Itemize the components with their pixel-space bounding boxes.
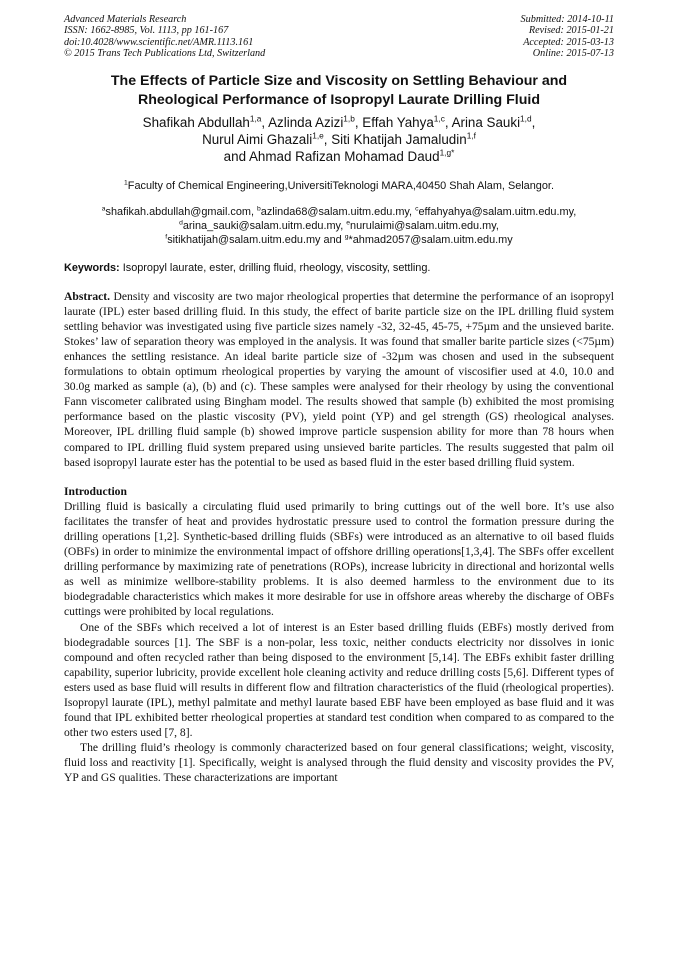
keywords-text: Isopropyl laurate, ester, drilling fluid, rheology, viscosity, settling. [122, 261, 431, 274]
date-submitted: Submitted: 2014-10-11 [520, 14, 614, 25]
author-name: Siti Khatijah Jamaludin [331, 131, 467, 147]
date-revised: Revised: 2015-01-21 [528, 25, 614, 37]
paper-title: The Effects of Particle Size and Viscosity on Settling Behaviour and Rheological Performance of Isopropyl Laurate Drilling Fluid [110, 72, 568, 108]
email-link[interactable]: shafikah.abdullah@gmail.com, [105, 205, 254, 218]
author-name: Shafikah Abdullah [142, 114, 250, 130]
email-link[interactable]: arina_sauki@salam.uitm.edu.my, [182, 219, 344, 232]
intro-paragraph-1: Drilling fluid is basically a circulating fluid used primarily to bring cuttings out of the well bore. It’s use also facilitates the transfer of heat and provides hydrostatic pressure used to control the formation pressure during the drilling operations [1,2]. Synthetic-based drilling fluids (SBFs) were introduced as an alternative to oil based fluids (OBFs) in order to minimize the environmental impact of offshore drilling operations[1,3,4]. The SBFs offer excellent drilling performance by maximizing rate of penetrations (ROPs), increase lubricity in directional and horizontal wells as well as minimize wellbore-stability problems. It is also deemed harmless to the environment due to its biodegradable characteristics which makes it more desirable for use in offshore areas whereby the discharge of OBFs cuttings were prohibited by local regulations. [64, 499, 614, 619]
paper-page [64, 14, 614, 786]
author-name: Ahmad Rafizan Mohamad Daud [249, 148, 440, 164]
journal-name: Advanced Materials Research [64, 14, 187, 25]
email-link[interactable]: azlinda68@salam.uitm.edu.my, [260, 205, 413, 218]
author-name: Arina Sauki [451, 114, 521, 130]
email-link[interactable]: sitikhatijah@salam.uitm.edu.my and [167, 233, 342, 246]
abstract-text: Density and viscosity are two major rheological properties that determine the performance of an isopropyl laurate (IPL) ester based drilling fluid. In this study, the effect of barite particle size on the IPL drilling fluid system settling behavior was investigated using five particle sizes namely -32, 32-45, 45-75, +75µm and the unsieved barite. Stokes’ law of separation theory was employed in the analysis. It was found that smaller barite particle sizes (<75µm) enhances the settling resistance. An ideal barite particle size of -32µm was chosen and used in the subsequent formulations to obtain optimum rheological properties by varying the amount of viscosifier used at 4.0, 10.0 and 30.0g marked as sample (a), (b) and (c). These samples were analysed for their rheology by using the conventional Fann viscometer calibrated using Bingham model. The results showed that sample (b) exhibited the most promising performance based on the plastic viscosity (PV), yield point (YP) and gel strength (GS) rheological analyses. Moreover, IPL drilling fluid sample (b) showed improve particle suspension ability for more than 78 hours when compared to IPL drilling fluid system prepared using unsieved barite particles. The results suggested that palm oil based isopropyl laurate ester has the potential to be used as based fluid in the ester based drilling fluid system. [64, 289, 614, 469]
intro-paragraph-2: One of the SBFs which received a lot of interest is an Ester based drilling fluids (EBFs) mostly derived from biodegradable sources [1]. The SBF is a non-polar, less toxic, neither conducts electricity nor dissolves in ionic compound and often recycled rather than being disposed to the environment [5,14]. The EBFs exhibit faster drilling capability, superior lubricity, provide excellent hole cleaning activity and reduce drilling costs [5,6]. Different types of esters used as base fluid will results in different flow and filtration characteristics of the fluid (rheological properties). Isopropyl laurate (IPL), methyl palmitate and methyl laurate based EBF have been employed as base fluid and it was found that IPL exhibited better rheological properties at standard test condition when compared to as compared to the other two esters used [7, 8]. [64, 620, 614, 740]
abstract [64, 289, 614, 470]
author-emails: $^a$shafikah.abdullah@gmail.com, $^b$azlinda68@salam.uitm.edu.my, $^c$effahyahya@salam.uitm.edu.my, $^d$arina_sauki@salam.uitm.edu.my, $^e$nurulaimi@salam.uitm.edu.my, $^f$sitikhatijah@salam.uitm.edu.my and $^g$*ahmad2057@salam.uitm.edu.my [101, 205, 577, 246]
author-name: Nurul Aimi Ghazali [202, 131, 313, 147]
abstract-label: Abstract. [64, 289, 111, 303]
date-online: Online: 2015-07-13 [532, 48, 614, 60]
journal-header [64, 14, 614, 60]
submission-dates [521, 14, 614, 60]
journal-info [64, 14, 265, 60]
author-line-2: Nurul Aimi Ghazali$^{1,e}$, Siti Khatijah Jamaludin$^{1,f}$ [202, 130, 476, 147]
email-link[interactable]: nurulaimi@salam.uitm.edu.my, [350, 219, 499, 232]
email-link[interactable]: effahyahya@salam.uitm.edu.my, [418, 205, 577, 218]
author-line-3: and Ahmad Rafizan Mohamad Daud$^{1,g*}$ [223, 147, 455, 164]
keywords [64, 261, 614, 275]
author-name: Effah Yahya [362, 114, 434, 130]
journal-copyright: © 2015 Trans Tech Publications Ltd, Switzerland [64, 48, 266, 60]
date-accepted: Accepted: 2015-03-13 [523, 36, 614, 48]
affiliation: $^1$Faculty of Chemical Engineering,UniversitiTeknologi MARA,40450 Shah Alam, Selangor. [124, 179, 554, 192]
intro-paragraph-3: The drilling fluid’s rheology is commonly characterized based on four general classifications; weight, viscosity, fluid loss and reactivity [1]. Specifically, weight is analysed through the fluid density and viscosity provides the PV, YP and GS qualities. These characterizations are important [64, 741, 614, 785]
section-heading-introduction: Introduction [64, 484, 127, 498]
journal-issn: ISSN: 1662-8985, Vol. 1113, pp 161-167 [64, 25, 229, 37]
journal-doi: doi:10.4028/www.scientific.net/AMR.1113.161 [64, 36, 254, 48]
author-name: Azlinda Azizi [268, 114, 344, 130]
author-list [64, 114, 614, 165]
author-line-1: Shafikah Abdullah$^{1,a}$, Azlinda Azizi$^{1,b}$, Effah Yahya$^{1,c}$, Arina Sauki$^{1,d}$, [142, 113, 536, 130]
email-link[interactable]: *ahmad2057@salam.uitm.edu.my [348, 233, 513, 246]
keywords-label: Keywords: [64, 261, 120, 274]
